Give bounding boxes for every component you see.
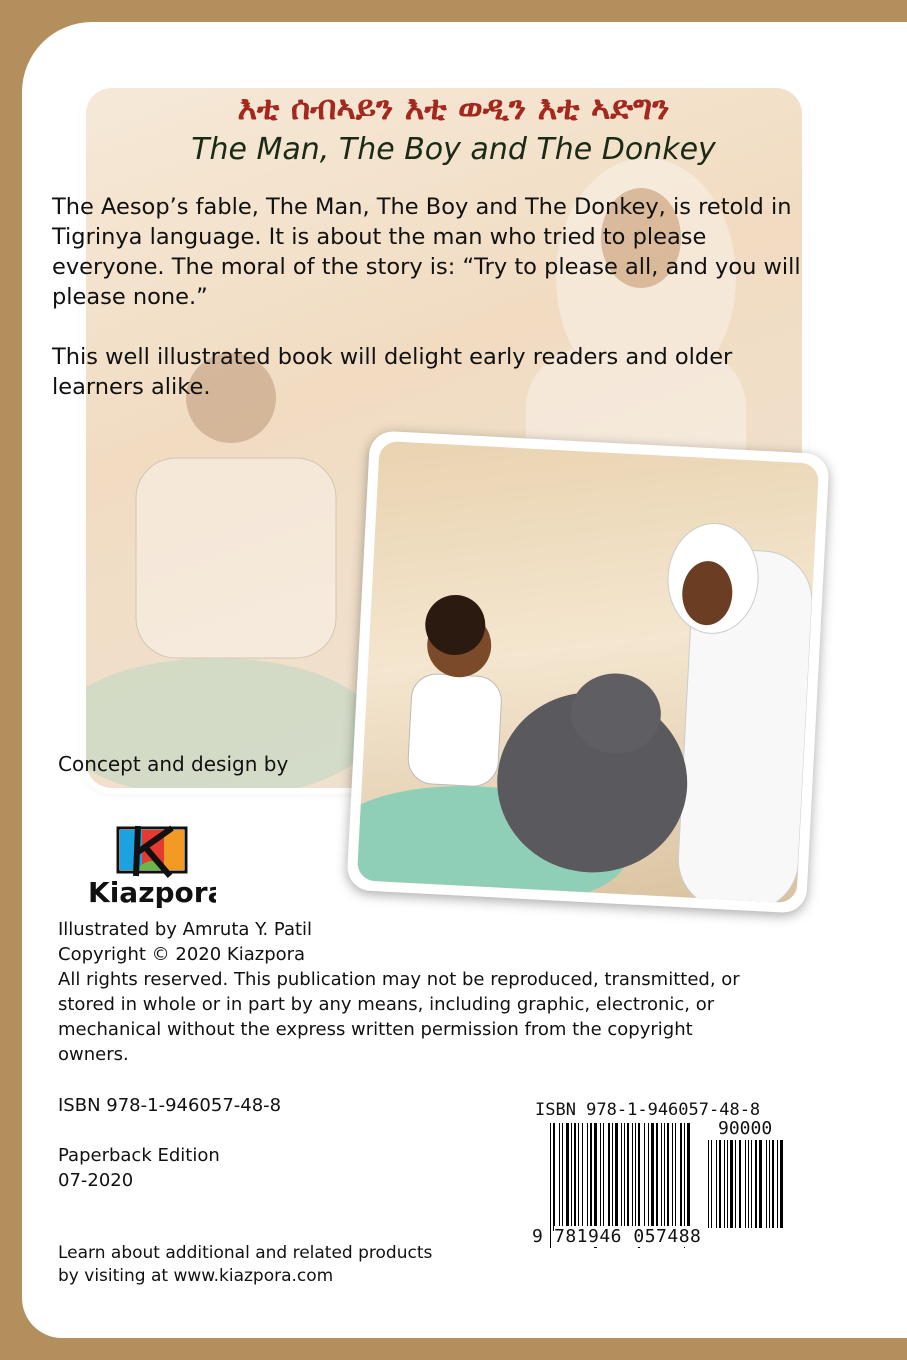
barcode-bar [571, 1123, 572, 1231]
copyright: Copyright © 2020 Kiazpora [58, 944, 306, 965]
illustrator-credit: Illustrated by Amruta Y. Patil [58, 919, 313, 940]
barcode-bar [667, 1123, 669, 1231]
illustration-man-boy-donkey [357, 441, 819, 903]
barcode-bar [562, 1123, 563, 1231]
concept-label: Concept and design by [58, 752, 289, 776]
barcode-addon-bar [777, 1140, 778, 1228]
svg-text:Kiazpora: Kiazpora [88, 876, 216, 908]
barcode-addon-bar [724, 1140, 725, 1228]
barcode-bar [635, 1123, 636, 1231]
barcode-bar [664, 1123, 665, 1231]
barcode-bar [687, 1123, 690, 1231]
barcode-bar [632, 1123, 633, 1231]
barcode-addon-bar [719, 1140, 721, 1228]
barcode-bar [644, 1123, 645, 1231]
barcode-addon-bar [748, 1140, 749, 1228]
barcode-bar [672, 1123, 673, 1231]
barcode-addon-bar [780, 1140, 783, 1228]
barcode-bar [600, 1123, 601, 1231]
barcode-bar [566, 1123, 569, 1231]
barcode-addon-bar [735, 1140, 736, 1228]
barcode-isbn-label: ISBN 978-1-946057-48-8 [535, 1100, 761, 1120]
barcode-addon-bar [708, 1140, 709, 1228]
barcode-bar [550, 1123, 551, 1248]
barcode-addon-bar [759, 1140, 762, 1228]
barcode-addon-bar [755, 1140, 757, 1228]
barcode-addon-bar [711, 1140, 712, 1228]
barcode-addon-bar [716, 1140, 717, 1228]
barcode-bar [603, 1123, 604, 1231]
barcode-addon-bar [766, 1140, 767, 1228]
description-paragraph: The Aesop’s fable, The Man, The Boy and The Donkey, is retold in Tigrinya language. It is about the man who tried to please everyone. The moral of the story is: “Try to please all, and you will please none.” [52, 194, 801, 310]
barcode-addon-bar [739, 1140, 741, 1228]
barcode-addon-bar [745, 1140, 746, 1228]
isbn-text: ISBN 978-1-946057-48-8 [58, 1095, 282, 1116]
isbn-barcode [530, 1098, 790, 1248]
barcode-bar [553, 1123, 555, 1231]
barcode-bar [590, 1123, 592, 1231]
barcode-bar [656, 1123, 658, 1231]
barcode-bar [621, 1123, 622, 1231]
kiazpora-logo-mark [86, 822, 216, 908]
edition-date: 07-2020 [58, 1170, 134, 1191]
barcode-addon-bar [751, 1140, 752, 1228]
barcode-bar [624, 1123, 625, 1231]
barcode-addon-bar [730, 1140, 733, 1228]
barcode-ean-digits: 781946 057488 [554, 1226, 702, 1247]
barcode-bar [661, 1123, 662, 1231]
barcode-addon-bar [772, 1140, 774, 1228]
barcode-bar [615, 1123, 618, 1231]
barcode-bar [559, 1123, 560, 1231]
barcode-ean-first: 9 [532, 1226, 543, 1247]
barcode-bar [648, 1123, 649, 1231]
barcode-addon-bar [727, 1140, 728, 1228]
barcode-price-code: 90000 [718, 1118, 773, 1139]
barcode-bar [675, 1123, 676, 1231]
cover-illustration [346, 430, 829, 913]
barcode-bar [608, 1123, 610, 1231]
description-paragraph: This well illustrated book will delight early readers and older learners alike. [52, 344, 733, 400]
barcode-bar [582, 1123, 583, 1231]
barcode-bar [680, 1123, 682, 1231]
barcode-addon-bar [769, 1140, 770, 1228]
barcode-bar [574, 1123, 576, 1231]
barcode-bar [578, 1123, 579, 1231]
website-note: Learn about additional and related products by visiting at www.kiazpora.com [58, 1243, 433, 1286]
kiazpora-logo [86, 822, 216, 908]
barcode-bar [627, 1123, 629, 1231]
barcode-bar [651, 1123, 654, 1231]
rights-notice: All rights reserved. This publication may not be reproduced, transmitted, or stored in whole or in part by any means, including graphic, electronic, or mechanical without the express written permission from the copyright owners. [58, 969, 740, 1065]
title-english: The Man, The Boy and The Donkey [191, 132, 716, 167]
barcode-bar [612, 1123, 613, 1231]
edition: Paperback Edition [58, 1145, 220, 1166]
title-tigrinya: እቲ ሰብኣይን እቲ ወዲን እቲ ኣድግን [237, 88, 670, 127]
barcode-bar [587, 1123, 588, 1231]
